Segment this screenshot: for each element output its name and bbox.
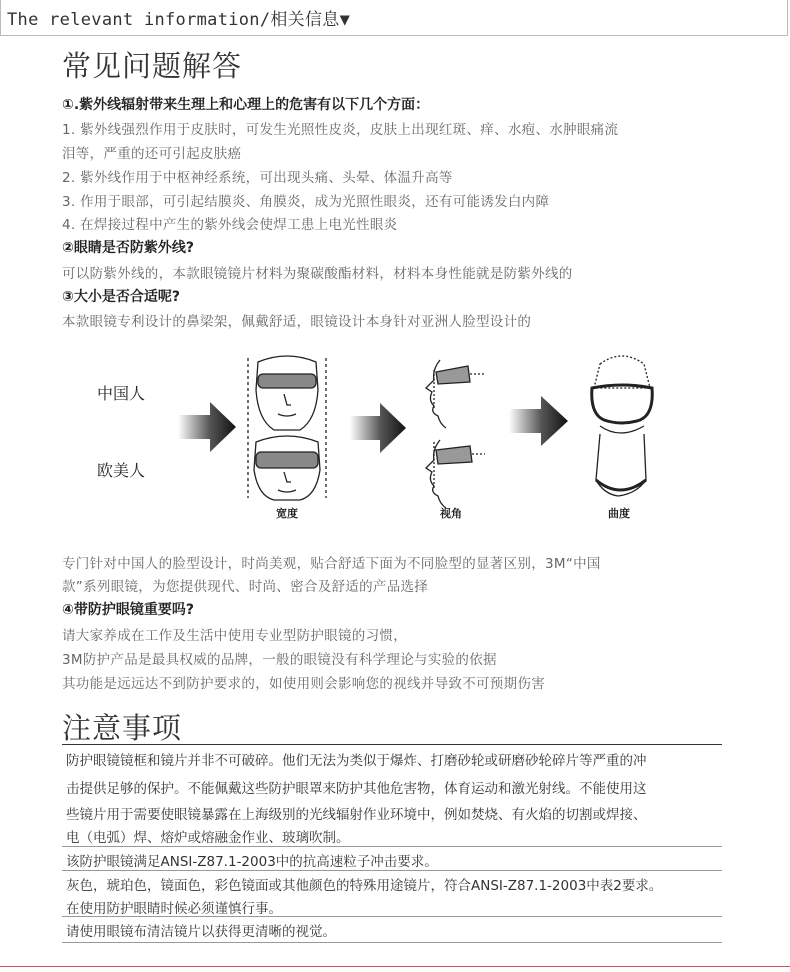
notice-line: 该防护眼镜满足ANSI-Z87.1-2003中的抗高速粒子冲击要求。 bbox=[66, 854, 438, 870]
notice-line: 击提供足够的保护。不能佩戴这些防护眼罩来防护其他危害物，体育运动和激光射线。不能使用这 bbox=[66, 781, 647, 797]
design-note-line: 款”系列眼镜，为您提供现代、时尚、密合及舒适的产品选择 bbox=[62, 579, 429, 595]
q3-answer: 本款眼镜专利设计的鼻梁架，佩戴舒适，眼镜设计本身针对亚洲人脸型设计的 bbox=[62, 314, 532, 330]
caption-width: 宽度 bbox=[276, 507, 298, 520]
design-note-line: 专门针对中国人的脸型设计，时尚美观，贴合舒适下面为不同脸型的显著区别，3M“中国 bbox=[62, 556, 601, 572]
q1-line: 2. 紫外线作用于中枢神经系统，可出现头痛、头晕、体温升高等 bbox=[62, 170, 453, 186]
notice-line: 请使用眼镜布清洁镜片以获得更清晰的视觉。 bbox=[66, 924, 336, 940]
notice-title: 注意事项 bbox=[62, 711, 183, 745]
divider bbox=[62, 942, 722, 943]
q1-title: ①.紫外线辐射带来生理上和心理上的危害有以下几个方面： bbox=[62, 97, 430, 113]
face-profile-icon bbox=[426, 360, 485, 508]
caption-curve: 曲度 bbox=[608, 507, 630, 520]
notice-line: 在使用防护眼睛时候必须谨慎行事。 bbox=[66, 901, 282, 917]
faq-title: 常见问题解答 bbox=[62, 49, 243, 83]
q4-line: 其功能是远远达不到防护要求的，如使用则会影响您的视线并导致不可预期伤害 bbox=[62, 676, 545, 692]
notice-line: 防护眼镜镜框和镜片并非不可破碎。他们无法为类似于爆炸、打磨砂轮或研磨砂轮碎片等严重的冲 bbox=[66, 753, 647, 769]
notice-line: 电（电弧）焊、熔炉或熔融金作业、玻璃吹制。 bbox=[66, 830, 350, 846]
q4-line: 3M防护产品是最具权威的品牌，一般的眼镜没有科学理论与实验的依据 bbox=[62, 652, 497, 668]
divider bbox=[62, 916, 722, 917]
q1-line: 泪等，严重的还可引起皮肤癌 bbox=[62, 146, 242, 162]
face-width-icon bbox=[248, 356, 326, 500]
notice-line: 些镜片用于需要使眼镜暴露在上海级别的光线辐射作业环境中，例如焚烧、有火焰的切割或焊接、 bbox=[66, 807, 647, 823]
q4-line: 请大家养成在工作及生活中使用专业型防护眼镜的习惯， bbox=[62, 628, 407, 644]
q3-title: ③大小是否合适呢? bbox=[62, 289, 180, 305]
header-bar bbox=[0, 0, 788, 36]
diagram-graphics bbox=[0, 350, 790, 520]
arrow-icon bbox=[350, 403, 406, 453]
header-title: The relevant information/相关信息▼ bbox=[7, 10, 351, 30]
q1-line: 3. 作用于眼部，可引起结膜炎、角膜炎，成为光照性眼炎，还有可能诱发白内障 bbox=[62, 194, 550, 210]
divider bbox=[62, 744, 722, 745]
q4-title: ④带防护眼镜重要吗? bbox=[62, 602, 194, 618]
q1-line: 4. 在焊接过程中产生的紫外线会使焊工患上电光性眼炎 bbox=[62, 217, 398, 233]
arrow-icon bbox=[178, 402, 236, 452]
caption-angle: 视角 bbox=[440, 507, 462, 520]
lens-curve-icon bbox=[592, 356, 653, 496]
divider bbox=[62, 870, 722, 871]
divider bbox=[62, 846, 722, 847]
q2-answer: 可以防紫外线的，本款眼镜镜片材料为聚碳酸酯材料，材料本身性能就是防紫外线的 bbox=[62, 266, 573, 282]
bottom-border bbox=[0, 966, 790, 967]
label-chinese: 中国人 bbox=[97, 384, 146, 403]
q1-line: 1. 紫外线强烈作用于皮肤时，可发生光照性皮炎，皮肤上出现红斑、痒、水疱、水肿眼痛流 bbox=[62, 122, 619, 138]
arrow-icon bbox=[509, 396, 568, 446]
q2-title: ②眼睛是否防紫外线? bbox=[62, 240, 194, 256]
notice-line: 灰色，琥珀色，镜面色，彩色镜面或其他颜色的特殊用途镜片，符合ANSI-Z87.1-2003中表2要求。 bbox=[66, 878, 663, 894]
label-western: 欧美人 bbox=[97, 461, 146, 480]
